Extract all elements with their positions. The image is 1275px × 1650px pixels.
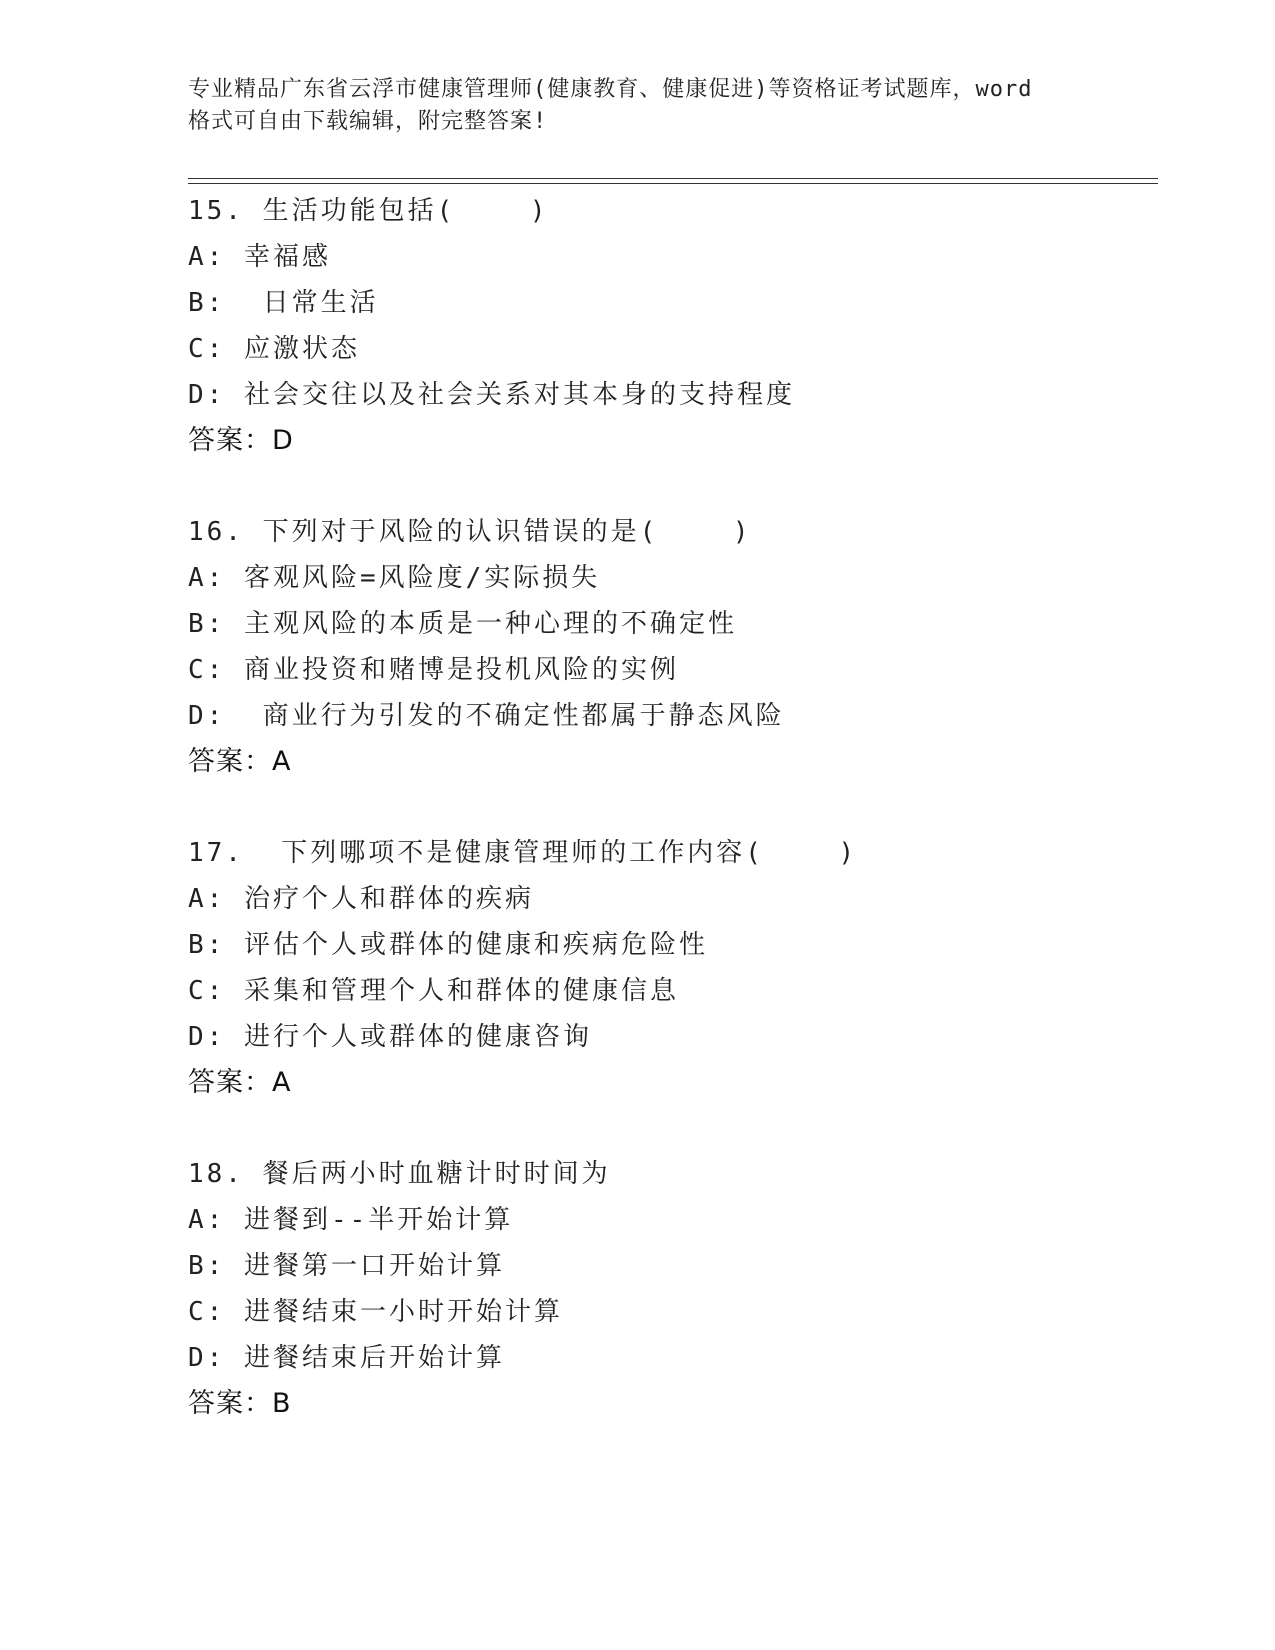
option-d: D: 进行个人或群体的健康咨询: [188, 1022, 592, 1052]
option-d: D: 商业行为引发的不确定性都属于静态风险: [188, 701, 785, 731]
option-a: A: 客观风险=风险度/实际损失: [188, 563, 601, 593]
option-b: B: 日常生活: [188, 288, 379, 318]
question-17: [188, 830, 1168, 1106]
question-16: [188, 509, 1168, 785]
option-a: A: 幸福感: [188, 242, 331, 272]
option-b: B: 评估个人或群体的健康和疾病危险性: [188, 930, 708, 960]
answer-label: 答案：A: [188, 746, 292, 777]
option-b: B: 进餐第一口开始计算: [188, 1251, 505, 1281]
option-b: B: 主观风险的本质是一种心理的不确定性: [188, 609, 737, 639]
question-stem: 18. 餐后两小时血糖计时时间为: [188, 1159, 611, 1189]
answer-label: 答案：A: [188, 1067, 292, 1098]
header-divider-top: [188, 178, 1158, 179]
header-line-1: 专业精品广东省云浮市健康管理师(健康教育、健康促进)等资格证考试题库，word: [188, 77, 1033, 102]
answer-label: 答案：B: [188, 1388, 292, 1419]
header-divider-bottom: [188, 183, 1158, 184]
header-line-2: 格式可自由下载编辑，附完整答案!: [188, 109, 548, 134]
option-c: C: 进餐结束一小时开始计算: [188, 1297, 563, 1327]
question-18: [188, 1151, 1168, 1427]
option-d: D: 社会交往以及社会关系对其本身的支持程度: [188, 380, 795, 410]
option-c: C: 商业投资和赌博是投机风险的实例: [188, 655, 679, 685]
option-c: C: 采集和管理个人和群体的健康信息: [188, 976, 679, 1006]
option-d: D: 进餐结束后开始计算: [188, 1343, 505, 1373]
question-stem: 16. 下列对于风险的认识错误的是( ): [188, 517, 752, 547]
option-a: A: 治疗个人和群体的疾病: [188, 884, 534, 914]
question-list: [188, 188, 1168, 1472]
question-stem: 15. 生活功能包括( ): [188, 196, 549, 226]
question-stem: 17. 下列哪项不是健康管理师的工作内容( ): [188, 838, 858, 868]
question-15: [188, 188, 1168, 464]
option-c: C: 应激状态: [188, 334, 360, 364]
option-a: A: 进餐到--半开始计算: [188, 1205, 514, 1235]
answer-label: 答案：D: [188, 425, 294, 456]
document-header: [188, 74, 1088, 138]
